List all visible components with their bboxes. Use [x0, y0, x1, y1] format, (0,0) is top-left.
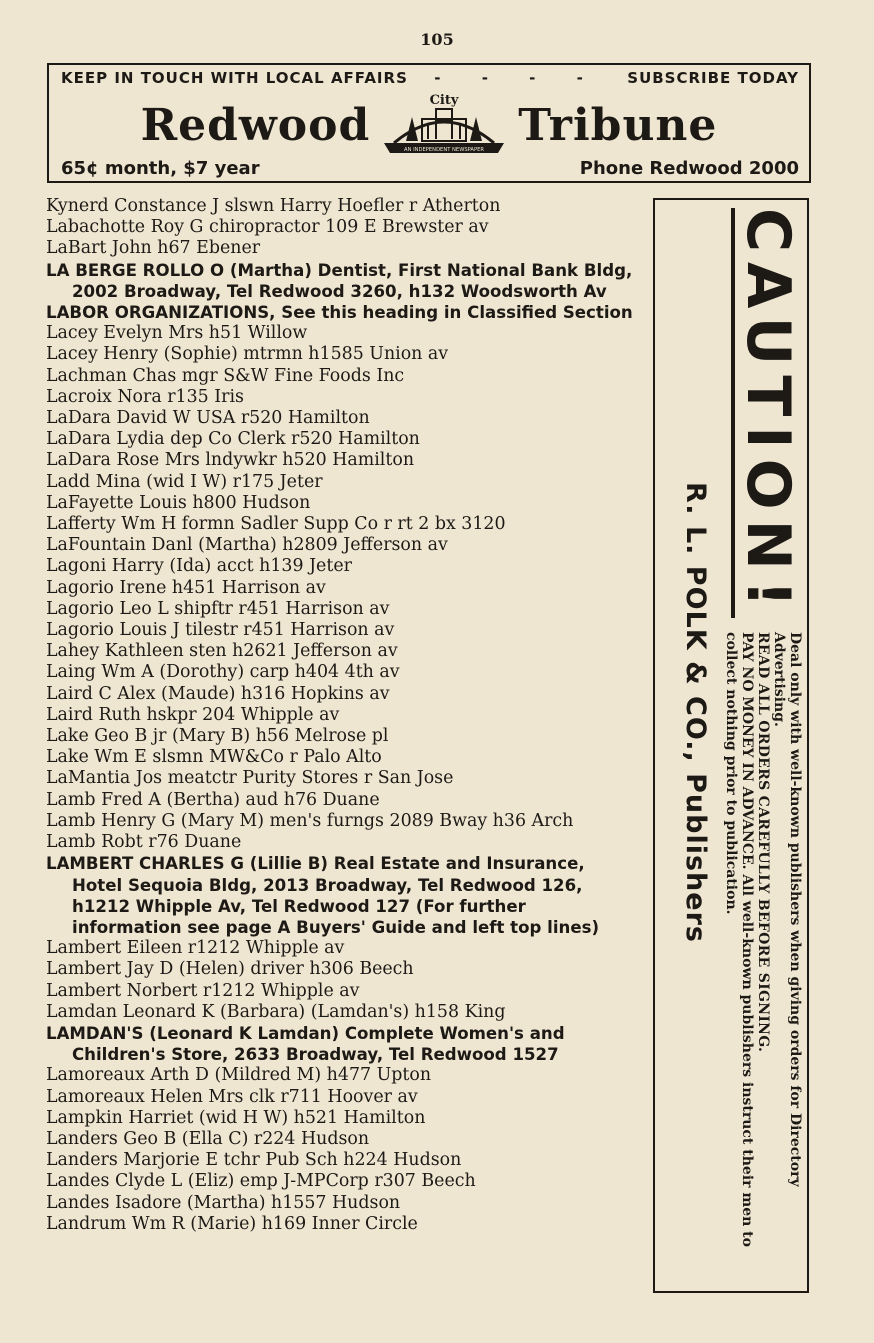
directory-entry-bold: LABOR ORGANIZATIONS, See this heading in Classified Section — [46, 303, 633, 323]
banner-dashes: - - - - — [434, 69, 601, 87]
caution-notice-box — [653, 198, 809, 1293]
directory-entry: Landers Marjorie E tchr Pub Sch h224 Hudson — [46, 1150, 462, 1171]
directory-entry: Lambert Jay D (Helen) driver h306 Beech — [46, 959, 414, 980]
directory-entry: Lambert Eileen r1212 Whipple av — [46, 938, 345, 959]
directory-entry: Laing Wm A (Dorothy) carp h404 4th av — [46, 662, 400, 683]
directory-entry: LaDara David W USA r520 Hamilton — [46, 408, 370, 429]
masthead-tribune: Tribune — [518, 99, 718, 151]
caution-line-3: PAY NO MONEY IN ADVANCE. All well-known publishers instruct their men to collect nothing prior to publication. — [723, 632, 755, 1247]
caution-line-2: READ ALL ORDERS CAREFULLY BEFORE SIGNING. — [755, 632, 771, 1053]
directory-entry: Labachotte Roy G chiropractor 109 E Brewster av — [46, 217, 489, 238]
emblem-city-text: City — [429, 93, 459, 108]
directory-entry: Lambert Norbert r1212 Whipple av — [46, 980, 360, 1001]
directory-entry: Kynerd Constance J slswn Harry Hoefler r Atherton — [46, 196, 501, 216]
caution-publisher: R. L. POLK & CO., Publishers — [680, 482, 711, 943]
directory-entry: Lamb Henry G (Mary M) men's furngs 2089 Bway h36 Arch — [46, 810, 574, 831]
masthead-redwood: Redwood — [140, 99, 371, 151]
directory-entry: Lagoni Harry (Ida) acct h139 Jeter — [46, 556, 352, 577]
directory-entry: LaDara Rose Mrs lndywkr h520 Hamilton — [46, 450, 415, 471]
caution-line-1: Deal only with well-known publishers when giving orders for Directory Advertising. — [771, 632, 803, 1187]
directory-entry: LaFountain Danl (Martha) h2809 Jefferson av — [46, 535, 448, 556]
caution-title: CAUTION! — [733, 208, 803, 618]
directory-entry: Lamoreaux Arth D (Mildred M) h477 Upton — [46, 1065, 432, 1086]
directory-entry: Lacroix Nora r135 Iris — [46, 386, 244, 407]
directory-entry: Landes Clyde L (Eliz) emp J-MPCorp r307 Beech — [46, 1171, 476, 1192]
directory-entry: Lampkin Harriet (wid H W) h521 Hamilton — [46, 1107, 426, 1128]
directory-entry: Lamb Robt r76 Duane — [46, 832, 242, 853]
directory-entry: Lagorio Leo L shipftr r451 Harrison av — [46, 598, 390, 619]
banner-tagline: KEEP IN TOUCH WITH LOCAL AFFAIRS — [61, 69, 408, 87]
directory-entry-bold: LAMBERT CHARLES G (Lillie B) Real Estate and Insurance, Hotel Sequoia Bldg, 2013 Broadway, Tel Redwood 126, h1212 Whipple Av, Tel Redwood 127 (For further information see page A Buyers' Guide and left top lines) — [46, 854, 600, 937]
directory-entry: Lafferty Wm H formn Sadler Supp Co r rt 2 bx 3120 — [46, 514, 506, 535]
directory-entry: Lamoreaux Helen Mrs clk r711 Hoover av — [46, 1086, 418, 1107]
directory-entry: Lagorio Louis J tilestr r451 Harrison av — [46, 620, 395, 641]
page-number: 105 — [420, 30, 454, 49]
directory-entry: LaFayette Louis h800 Hudson — [46, 492, 311, 513]
directory-entry: Lake Wm E slsmn MW&Co r Palo Alto — [46, 747, 382, 768]
directory-entry: Lamb Fred A (Bertha) aud h76 Duane — [46, 789, 380, 810]
directory-entry-bold: LA BERGE ROLLO O (Martha) Dentist, First National Bank Bldg, 2002 Broadway, Tel Redwood 3260, h132 Woodsworth Av — [46, 260, 633, 301]
emblem-ribbon-text: AN INDEPENDENT NEWSPAPER — [404, 147, 485, 153]
banner-subscribe: SUBSCRIBE TODAY — [627, 69, 799, 87]
directory-entry: Lagorio Irene h451 Harrison av — [46, 577, 326, 598]
banner-top-row — [61, 69, 799, 87]
directory-entry: Laird C Alex (Maude) h316 Hopkins av — [46, 683, 390, 704]
masthead — [49, 91, 809, 159]
directory-entry: Lacey Evelyn Mrs h51 Willow — [46, 323, 308, 344]
directory-entry: Lamdan Leonard K (Barbara) (Lamdan's) h158 King — [46, 1001, 506, 1022]
directory-listing — [46, 196, 640, 1235]
directory-entry: Lahey Kathleen sten h2621 Jefferson av — [46, 641, 398, 662]
directory-entry: LaDara Lydia dep Co Clerk r520 Hamilton — [46, 429, 420, 450]
directory-entry: Lacey Henry (Sophie) mtrmn h1585 Union av — [46, 344, 449, 365]
directory-entry: LaMantia Jos meatctr Purity Stores r San Jose — [46, 768, 454, 789]
directory-entry: Lake Geo B jr (Mary B) h56 Melrose pl — [46, 726, 389, 747]
newspaper-ad-banner — [47, 63, 811, 183]
caution-fine-print — [723, 632, 803, 1282]
directory-entry: Landrum Wm R (Marie) h169 Inner Circle — [46, 1213, 418, 1234]
banner-price: 65¢ month, $7 year — [61, 158, 260, 179]
city-emblem-icon — [374, 91, 514, 159]
directory-entry: Ladd Mina (wid I W) r175 Jeter — [46, 471, 323, 492]
directory-entry: Landers Geo B (Ella C) r224 Hudson — [46, 1128, 370, 1149]
directory-entry: Landes Isadore (Martha) h1557 Hudson — [46, 1192, 401, 1213]
directory-entry: Laird Ruth hskpr 204 Whipple av — [46, 704, 340, 725]
directory-entry: Lachman Chas mgr S&W Fine Foods Inc — [46, 365, 405, 386]
banner-phone: Phone Redwood 2000 — [579, 158, 799, 179]
directory-entry: LaBart John h67 Ebener — [46, 238, 261, 259]
caution-rotated-content — [655, 200, 807, 1291]
banner-bottom-row — [61, 158, 799, 179]
directory-entry-bold: LAMDAN'S (Leonard K Lamdan) Complete Women's and Children's Store, 2633 Broadway, Tel Redwood 1527 — [46, 1023, 565, 1065]
